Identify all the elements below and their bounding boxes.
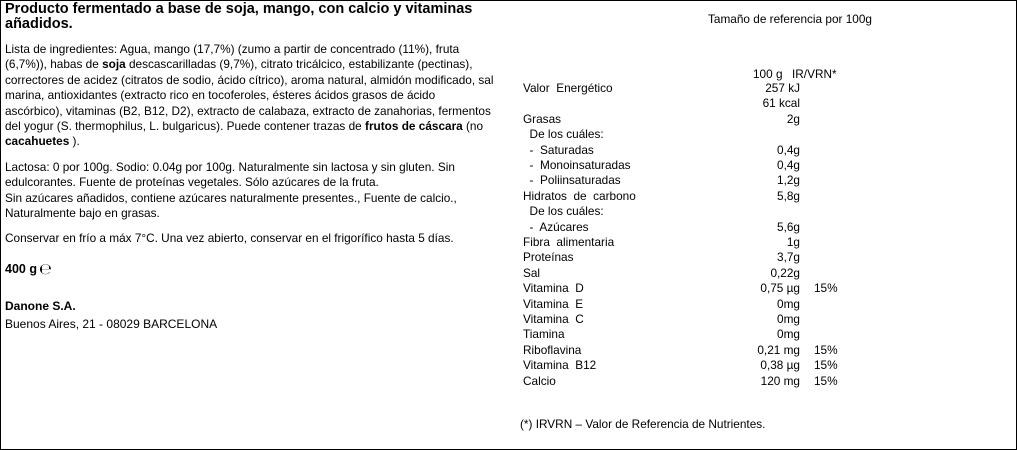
nutrient-value: 0,38 µg xyxy=(760,358,800,373)
nutrient-label: Fibra alimentaria xyxy=(523,235,615,249)
nutrient-value: 0,4g xyxy=(777,158,800,172)
footnote: (*) IRVRN – Valor de Referencia de Nutrientes. xyxy=(520,417,766,431)
net-weight xyxy=(5,260,495,278)
nutrition-row xyxy=(520,374,1017,389)
nutrient-ir-percent: 15% xyxy=(814,358,838,373)
nutrition-row xyxy=(520,220,1017,235)
nutrient-value: 1,2g xyxy=(777,173,800,188)
product-info-column xyxy=(5,0,495,331)
nutrition-row xyxy=(520,358,1017,373)
nutrient-ir-percent: 15% xyxy=(814,373,838,388)
nutrition-row xyxy=(520,96,1017,111)
estimated-sign-icon: ℮ xyxy=(38,259,52,278)
ingredients-text-2: descascarilladas (9,7%), citrato tricálcico, estabilizante (pectinas), correctores de acidez (citratos de sodio, ácido cítrico), aroma natural, almidón modificado, sal marina, antioxidantes (extracto rico en tocoferoles, ésteres ácidos grasos de ácido ascórbico), vitaminas (B2, B12, D2), extracto de calabaza, extracto de zanahorias, fermentos del yogur (S. thermophilus, L. bulgaricus). Puede contener trazas de xyxy=(5,57,494,134)
nutrient-value: 0,75 µg xyxy=(760,281,800,296)
net-weight-value: 400 g xyxy=(5,261,37,276)
company-name: Danone S.A. xyxy=(5,298,76,313)
nutrient-label: Hidratos de carbono xyxy=(523,188,636,203)
nutrient-label: Grasas xyxy=(523,111,562,126)
nutrient-label: De los cuáles: xyxy=(523,127,604,142)
allergen-cacahuetes: cacahuetes xyxy=(5,134,70,149)
ingredients-text-3: (no xyxy=(462,119,484,134)
product-title: Producto fermentado a base de soja, mango, con calcio y vitaminas añadidos. xyxy=(5,1,473,32)
nutrient-label: Tiamina xyxy=(523,327,565,342)
claims-text-2: Sin azúcares añadidos, contiene azúcares naturalmente presentes., Fuente de calcio., Naturalmente bajo en grasas. xyxy=(5,190,457,221)
nutrient-label: - Azúcares xyxy=(523,219,589,234)
company-address: Buenos Aires, 21 - 08029 BARCELONA xyxy=(5,316,218,331)
nutrient-label: Proteínas xyxy=(523,250,574,265)
nutrition-row xyxy=(520,143,1017,158)
nutrient-value: 61 kcal xyxy=(762,96,800,111)
reference-size-heading: Tamaño de referencia por 100g xyxy=(708,12,872,26)
allergen-soja: soja xyxy=(102,57,126,72)
nutrition-row xyxy=(520,250,1017,265)
nutrient-value: 5,8g xyxy=(777,188,800,203)
nutrient-ir-percent: 15% xyxy=(814,281,838,296)
nutrient-label: Sal xyxy=(523,265,541,280)
nutrient-value: 3,7g xyxy=(777,250,800,265)
nutrient-value: 120 mg xyxy=(760,373,800,388)
nutrition-row xyxy=(520,127,1017,142)
ingredients-list xyxy=(5,42,495,150)
nutrition-row xyxy=(520,173,1017,188)
nutrient-label: Valor Energético xyxy=(523,81,613,95)
nutrient-label: De los cuáles: xyxy=(523,204,604,219)
allergen-frutos-cascara: frutos de cáscara xyxy=(365,119,463,134)
nutrition-row xyxy=(520,343,1017,358)
storage-instructions: Conservar en frío a máx 7°C. Una vez abierto, conservar en el frigorífico hasta 5 días. xyxy=(5,231,454,246)
column-amount-header: 100 g xyxy=(753,67,783,81)
nutrition-row xyxy=(520,266,1017,281)
column-ir-header: IR/VRN* xyxy=(792,67,837,81)
nutrient-label: - Saturadas xyxy=(523,142,594,157)
nutrient-value: 0mg xyxy=(777,327,800,342)
nutrient-label: - Monoinsaturadas xyxy=(523,158,631,172)
nutrient-value: 0,22g xyxy=(770,265,800,280)
nutrition-row xyxy=(520,327,1017,342)
nutrient-value: 0mg xyxy=(777,312,800,326)
nutrition-row xyxy=(520,312,1017,327)
nutrition-row xyxy=(520,281,1017,296)
nutrient-label: Vitamina C xyxy=(523,312,584,326)
nutrition-row xyxy=(520,112,1017,127)
nutrient-value: 2g xyxy=(786,111,800,126)
nutrient-label: Calcio xyxy=(523,373,556,388)
nutrition-claims xyxy=(5,160,495,222)
claims-text: Lactosa: 0 por 100g. Sodio: 0.04g por 100g. Naturalmente sin lactosa y sin gluten. Sin edulcorantes. Fuente de proteínas vegetales. Sólo azúcares de la fruta. xyxy=(5,159,455,190)
nutrition-row xyxy=(520,297,1017,312)
nutrient-label: Vitamina E xyxy=(523,296,584,311)
nutrient-label: Vitamina D xyxy=(523,281,584,296)
nutrition-row xyxy=(520,189,1017,204)
ingredients-text-1: Lista de ingredientes: Agua, mango (17,7%) (zumo a partir de concentrado (11%), fruta (6,7%)), habas de xyxy=(5,42,460,72)
nutrition-row xyxy=(520,81,1017,96)
nutrition-row xyxy=(520,204,1017,219)
nutrient-value: 0,4g xyxy=(777,142,800,157)
nutrient-value: 1g xyxy=(786,235,800,249)
nutrient-value: 0,21 mg xyxy=(757,342,800,357)
nutrient-value: 5,6g xyxy=(777,219,800,234)
nutrient-label: - Poliinsaturadas xyxy=(523,173,621,188)
nutrient-label: Vitamina B12 xyxy=(523,358,597,373)
nutrient-label: Riboflavina xyxy=(523,342,582,357)
nutrient-ir-percent: 15% xyxy=(814,342,838,357)
ingredients-text-4: ). xyxy=(69,134,80,149)
nutrition-row xyxy=(520,158,1017,173)
nutrition-row xyxy=(520,235,1017,250)
nutrient-value: 257 kJ xyxy=(765,81,800,95)
nutrient-value: 0mg xyxy=(777,296,800,311)
